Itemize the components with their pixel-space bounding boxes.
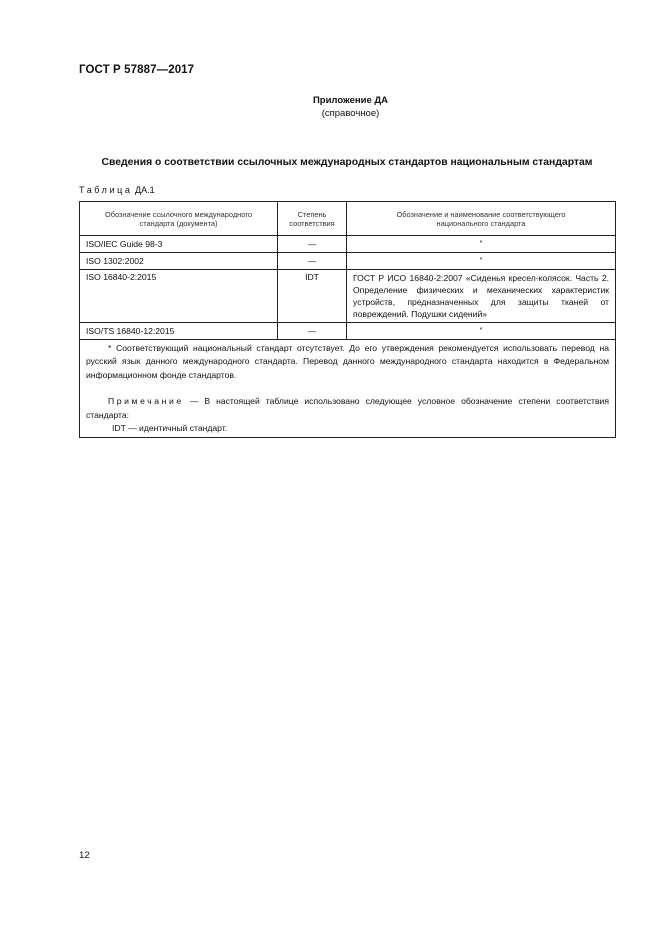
cell-national: *: [347, 253, 616, 270]
header-col3-line2: национального стандарта: [436, 218, 526, 228]
header-degree: [278, 202, 347, 236]
note-item: IDT — идентичный стандарт.: [112, 423, 228, 434]
table-label: [79, 185, 155, 195]
appendix-subtitle: (справочное): [321, 108, 380, 119]
table-label-number: ДА.1: [132, 185, 155, 195]
cell-national: *: [347, 236, 616, 253]
table-label-word: Таблица: [79, 185, 133, 195]
cell-degree: IDT: [278, 270, 347, 323]
header-international-standard: [80, 202, 278, 236]
note: [86, 395, 609, 422]
cell-degree: —: [278, 323, 347, 340]
table-row: [80, 253, 616, 270]
cell-degree: —: [278, 236, 347, 253]
header-col2-line1: Степень: [297, 209, 327, 219]
document-code: ГОСТ Р 57887—2017: [79, 64, 195, 76]
table-row: [80, 323, 616, 340]
section-title: Сведения о соответствии ссылочных международных стандартов национальным стандартам: [101, 157, 593, 168]
cell-standard: ISO/TS 16840-12:2015: [80, 323, 278, 340]
page-number: 12: [79, 850, 90, 861]
standards-table: [79, 201, 616, 438]
cell-standard: ISO 1302:2002: [80, 253, 278, 270]
cell-national: *: [347, 323, 616, 340]
header-national-standard: [347, 202, 616, 236]
header-col1-line1: Обозначение ссылочного международного: [104, 209, 252, 219]
header-col3-line1: Обозначение и наименование соответствующего: [396, 209, 566, 219]
appendix-title: Приложение ДА: [312, 95, 389, 106]
header-col1-line2: стандарта (документа): [139, 218, 218, 228]
table-notes-row: [80, 340, 616, 438]
header-col2-line2: соответствия: [289, 218, 335, 228]
table-row: [80, 270, 616, 323]
note-label: Примечание: [108, 396, 184, 407]
footnote: * Соответствующий национальный стандарт отсутствует. До его утверждения рекомендуется использовать перевод на русский язык данного международного стандарта. Перевод данного международного стандарта находится в Федеральном информационном фонде стандартов.: [86, 343, 609, 380]
note-text: — В настоящей таблице использовано следующее условное обозначение степени соответствия стандарта:: [86, 396, 609, 420]
cell-standard: ISO 16840-2:2015: [80, 270, 278, 323]
cell-degree: —: [278, 253, 347, 270]
cell-standard: ISO/IEC Guide 98-3: [80, 236, 278, 253]
table-notes: [80, 340, 616, 438]
table-row: [80, 236, 616, 253]
table-header-row: [80, 202, 616, 236]
cell-national: ГОСТ Р ИСО 16840-2:2007 «Сиденья кресел-колясок. Часть 2. Определение физических и механических характеристик устройств, предназначенных для защиты тканей от повреждений. Подушки сидений»: [347, 270, 616, 323]
